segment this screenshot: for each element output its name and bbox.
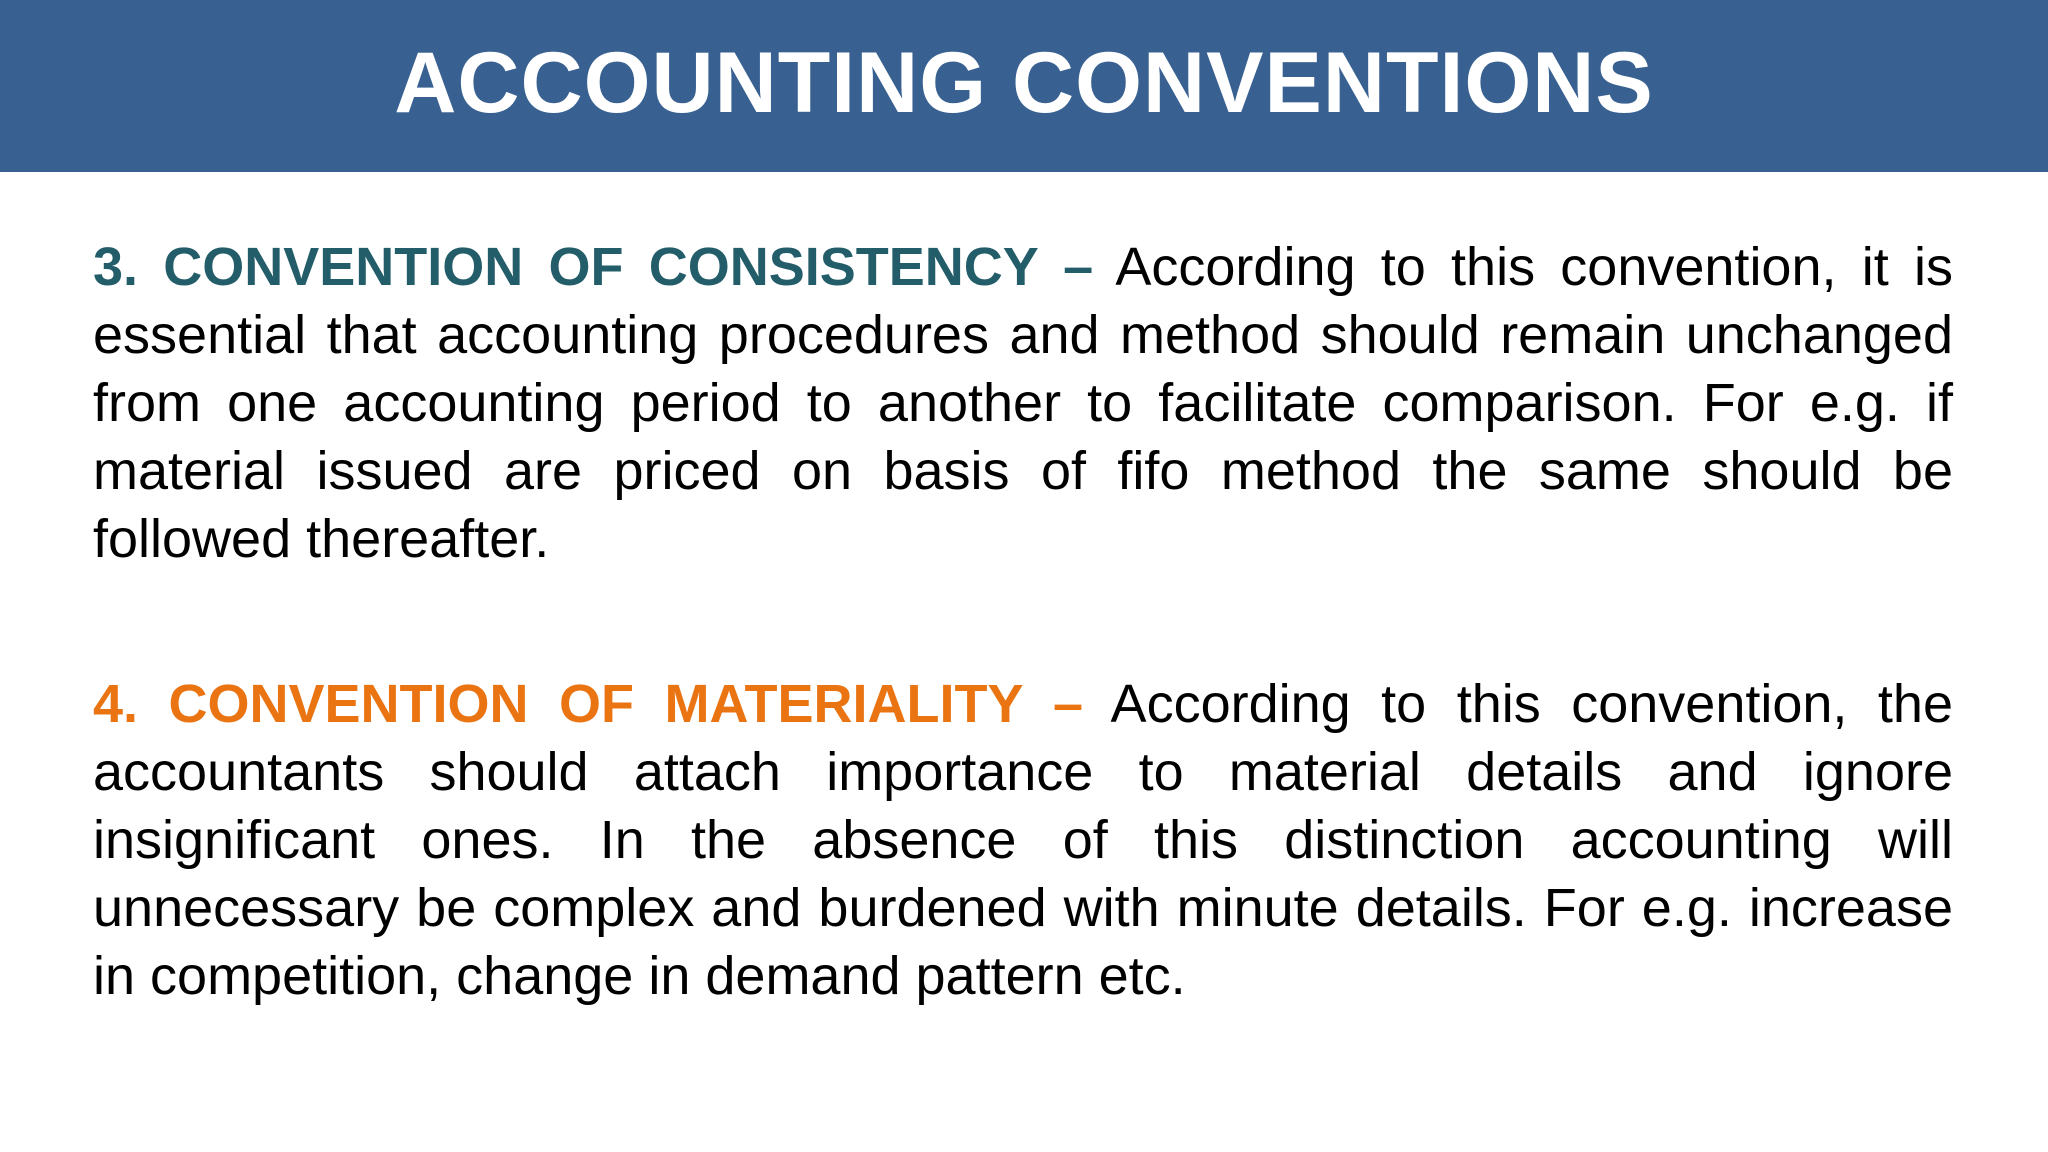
- consistency-heading: 3. CONVENTION OF CONSISTENCY –: [93, 237, 1094, 297]
- materiality-heading: 4. CONVENTION OF MATERIALITY –: [93, 674, 1084, 734]
- materiality-paragraph: [93, 670, 1953, 1010]
- consistency-body: According to this convention, it is essential that accounting procedures and method should remain unchanged from one accounting period to another to facilitate comparison. For e.g. if material issued are priced on basis of fifo method the same should be followed thereafter.: [93, 237, 1953, 569]
- consistency-paragraph: [93, 233, 1953, 573]
- materiality-body: According to this convention, the accountants should attach importance to material details and ignore insignificant ones. In the absence of this distinction accounting will unnecessary be complex and burdened with minute details. For e.g. increase in competition, change in demand pattern etc.: [93, 674, 1953, 1006]
- title-bar: [0, 0, 2048, 172]
- slide-title: ACCOUNTING CONVENTIONS: [394, 35, 1654, 131]
